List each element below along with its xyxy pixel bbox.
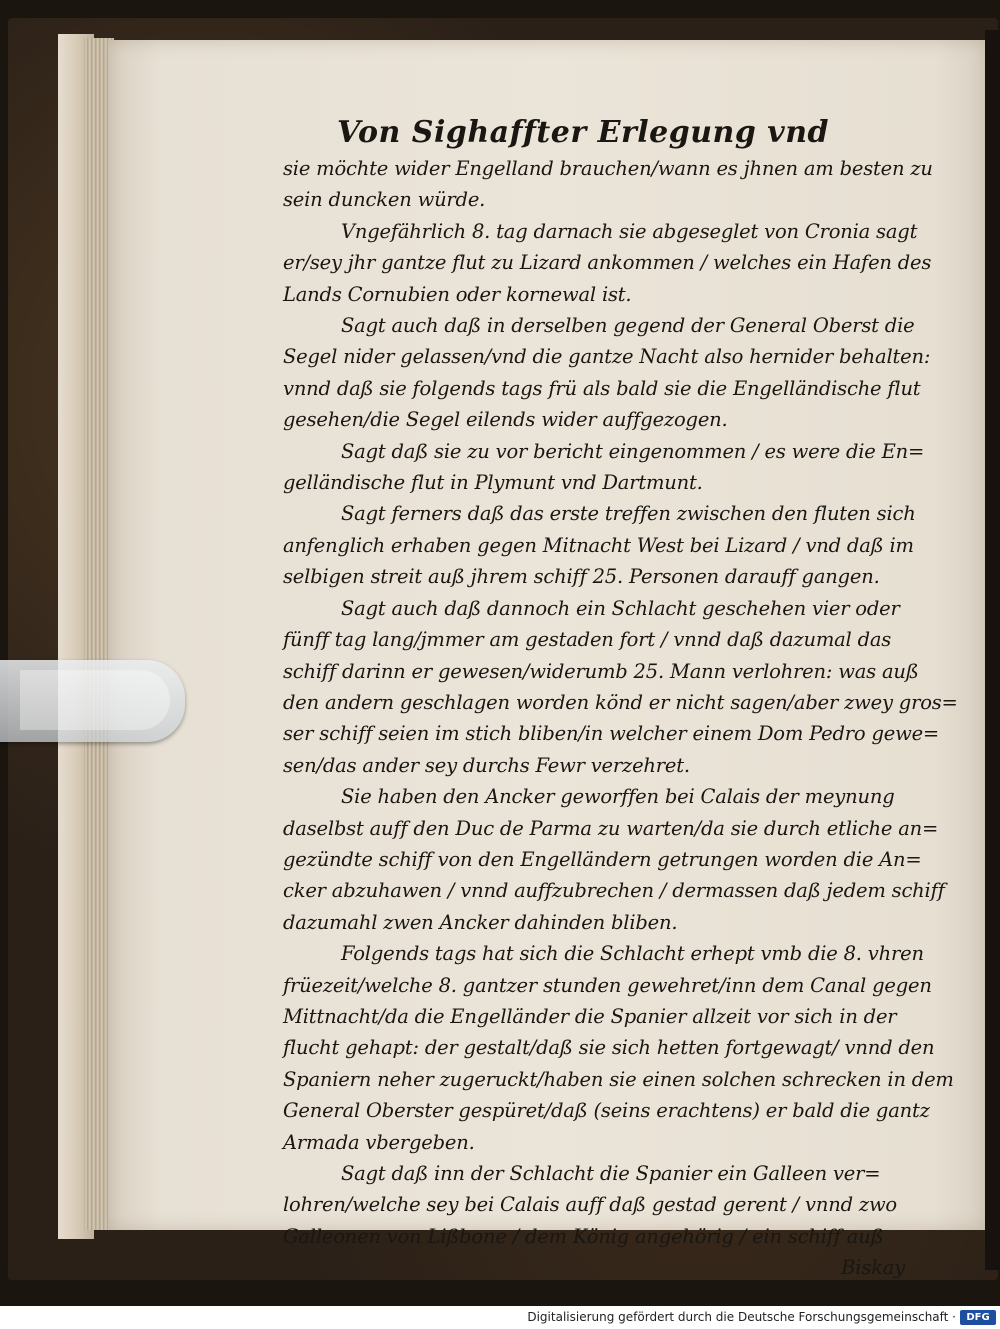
right-dark-edge [985,30,1000,1270]
text-line: Galleonen von Lißbone / dem König angehörig / ein schiff auß [283,1224,884,1248]
funding-notice: Digitalisierung gefördert durch die Deutsche Forschungsgemeinschaft · [527,1310,956,1324]
text-line: Sagt auch daß dannoch ein Schlacht geschehen vier oder [341,596,900,620]
text-line: den andern geschlagen worden könd er nicht sagen/aber zwey gros= [283,690,958,714]
text-line: gezündte schiff von den Engelländern getrungen worden die An= [283,847,922,871]
text-line: sie möchte wider Engelland brauchen/wann es jhnen am besten zu [283,157,933,180]
text-line: Segel nider gelassen/vnd die gantze Nacht also hernider behalten: [283,345,931,369]
footer-bar [0,1306,1000,1329]
text-line: Armada vbergeben. [283,1130,475,1154]
text-line: gelländische flut in Plymunt vnd Dartmunt. [283,471,703,495]
text-line: flucht gehapt: der gestalt/daß sie sich hetten fortgewagt/ vnnd den [283,1036,935,1060]
text-line: fünff tag lang/jmmer am gestaden fort / vnnd daß dazumal das [283,628,892,652]
page-text [283,113,958,1284]
text-line: sen/das ander sey durchs Fewr verzehret. [283,753,690,777]
text-line: dazumahl zwen Ancker dahinden bliben. [283,910,678,934]
text-lines [283,153,958,1252]
text-line: cker abzuhawen / vnnd auffzubrechen / dermassen daß jedem schiff [283,879,945,903]
page-title: Von Sighaffter Erlegung vnd [337,115,829,150]
text-line: daselbst auff den Duc de Parma zu warten/da sie durch etliche an= [283,816,939,840]
text-line: ser schiff seien im stich bliben/in welcher einem Dom Pedro gewe= [283,722,940,746]
text-line: Vngefährlich 8. tag darnach sie abgeseglet von Cronia sagt [341,219,918,243]
text-line: lohren/welche sey bei Calais auff daß gestad gerent / vnnd zwo [283,1193,897,1217]
text-line: General Oberster gespüret/daß (seins erachtens) er bald die gantz [283,1099,930,1123]
text-line: Sie haben den Ancker geworffen bei Calais der meynung [341,785,895,809]
text-line: Sagt ferners daß das erste treffen zwischen den fluten sich [341,502,916,526]
text-line: Sagt daß sie zu vor bericht eingenommen / es were die En= [341,439,925,463]
text-line: sein duncken würde. [283,188,486,212]
dfg-logo-icon: DFG [960,1310,996,1325]
text-line: Sagt auch daß in derselben gegend der General Oberst die [341,314,915,338]
text-line: selbigen streit auß jhrem schiff 25. Personen darauff gangen. [283,565,880,589]
text-line: schiff darinn er gewesen/widerumb 25. Mann verlohren: was auß [283,659,919,683]
catchword: Biskay [841,1256,905,1280]
text-line: früezeit/welche 8. gantzer stunden gewehret/inn dem Canal gegen [283,973,932,997]
text-line: Spaniern neher zugeruckt/haben sie einen solchen schrecken in dem [283,1067,954,1091]
bookmark-highlight [20,670,170,730]
text-line: Folgends tags hat sich die Schlacht erhept vmb die 8. vhren [341,942,924,966]
text-line: gesehen/die Segel eilends wider auffgezogen. [283,408,728,432]
text-line: vnnd daß sie folgends tags frü als bald sie die Engelländische flut [283,376,921,400]
text-line: er/sey jhr gantze flut zu Lizard ankommen / welches ein Hafen des [283,251,932,275]
text-line: anfenglich erhaben gegen Mitnacht West bei Lizard / vnd daß im [283,533,914,557]
text-line: Sagt daß inn der Schlacht die Spanier ein Galleen ver= [341,1162,881,1185]
text-line: Mittnacht/da die Engelländer die Spanier allzeit vor sich in der [283,1004,897,1028]
text-line: Lands Cornubien oder kornewal ist. [283,282,632,306]
